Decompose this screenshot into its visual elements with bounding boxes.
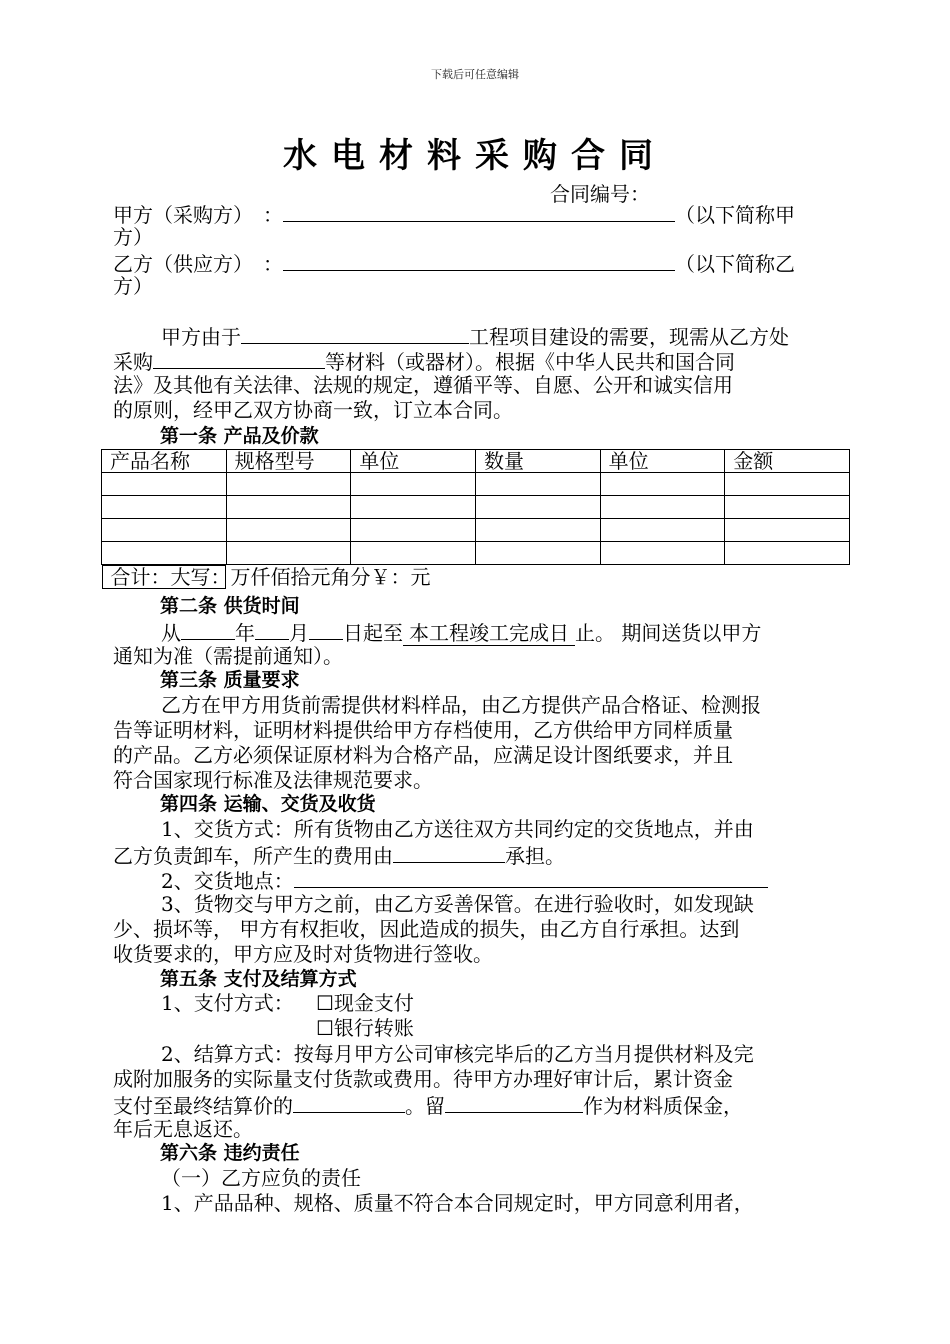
party-b-suffix: （以下简称乙: [675, 252, 795, 276]
intro-line-1: [161, 323, 789, 350]
article-6-heading: 第六条 违约责任: [160, 1142, 300, 1164]
option-cash-checkbox[interactable]: ☐现金支付: [316, 991, 414, 1015]
material-blank: [153, 348, 325, 369]
settlement-line: 2、结算方式：按每月甲方公司审核完毕后的乙方当月提供材料及完: [161, 1042, 754, 1066]
cost-bearer-blank: [393, 842, 505, 863]
delivery-cost-line: [113, 842, 565, 869]
article-4-heading: 第四条 运输、交货及收货: [160, 793, 376, 815]
quality-line: 乙方在甲方用货前需提供材料样品，由乙方提供产品合格证、检测报: [161, 693, 761, 717]
contract-number-label: 合同编号：: [550, 182, 650, 206]
table-row: [102, 473, 850, 496]
settlement-text: 。留: [405, 1094, 445, 1118]
table-header-row: [102, 450, 850, 473]
party-a-suffix2: 方）: [113, 225, 153, 249]
table-row: [102, 496, 850, 519]
delivery-text: 乙方负责卸车，所产生的费用由: [113, 844, 393, 868]
supply-text: 月: [289, 621, 309, 645]
year-blank: [181, 619, 235, 640]
delivery-place-blank: [294, 867, 768, 888]
party-b-suffix2: 方）: [113, 274, 153, 298]
intro-text: 采购: [113, 350, 153, 374]
custody-line: 收货要求的，甲方应及时对货物进行签收。: [113, 942, 493, 966]
table-total-cell: [102, 565, 431, 589]
settlement-text: 支付至最终结算价的: [113, 1094, 293, 1118]
party-a-suffix: （以下简称甲: [675, 203, 795, 227]
quality-line: 告等证明材料，证明材料提供给甲方存档使用，乙方供给甲方同样质量: [113, 718, 733, 742]
total-unit: 佰: [270, 565, 291, 589]
supply-text: 止。 期间送货以甲方: [575, 621, 762, 645]
supply-time-line: [161, 619, 761, 646]
table-header-cell: 单位: [600, 450, 725, 473]
quality-line: 符合国家现行标准及法律规范要求。: [113, 768, 433, 792]
intro-line-4: 的原则，经甲乙双方协商一致，订立本合同。: [113, 398, 513, 422]
party-b-label: 乙方（供应方） ：: [113, 252, 283, 276]
total-unit: 角: [330, 565, 351, 589]
month-blank: [255, 619, 289, 640]
party-b-blank: [283, 250, 675, 271]
final-percent-blank: [293, 1092, 405, 1113]
total-unit: 元: [310, 565, 331, 589]
intro-line-2: [113, 348, 735, 375]
delivery-place-line: [161, 867, 768, 894]
table-total-row: [102, 565, 850, 590]
liability-subheading: （一）乙方应负的责任: [161, 1166, 361, 1190]
article-1-heading: 第一条 产品及价款: [160, 425, 319, 447]
total-unit: 元: [410, 565, 431, 589]
intro-text: 等材料（或器材）。根据《中华人民共和国合同: [325, 350, 735, 374]
table-header-cell: 单位: [351, 450, 476, 473]
settlement-line: [113, 1092, 743, 1119]
supply-text: 年: [235, 621, 255, 645]
settlement-text: 作为材料质保金，: [583, 1094, 743, 1118]
payment-method-label: 1、支付方式：: [161, 991, 294, 1015]
total-unit: 万: [230, 565, 251, 589]
day-blank: [309, 619, 343, 640]
supply-time-line-2: 通知为准（需提前通知）。: [113, 644, 343, 668]
table-row: [102, 519, 850, 542]
quality-line: 的产品。乙方必须保证原材料为合格产品，应满足设计图纸要求，并且: [113, 743, 733, 767]
liability-line: 1、产品品种、规格、质量不符合本合同规定时，甲方同意利用者，: [161, 1191, 754, 1215]
table-row: [102, 542, 850, 565]
product-table: [101, 449, 850, 589]
header-note: 下载后可任意编辑: [431, 68, 519, 81]
retention-blank: [445, 1092, 583, 1113]
table-header-cell: 数量: [475, 450, 600, 473]
party-a-label: 甲方（采购方） ：: [113, 203, 283, 227]
total-unit: 分: [350, 565, 371, 589]
party-a-line: [113, 201, 795, 228]
intro-text: 工程项目建设的需要，现需从乙方处: [469, 325, 789, 349]
settlement-line: 年后无息返还。: [113, 1117, 253, 1141]
article-2-heading: 第二条 供货时间: [160, 595, 300, 617]
total-unit: 仟: [250, 565, 271, 589]
intro-text: 甲方由于: [161, 325, 241, 349]
article-3-heading: 第三条 质量要求: [160, 669, 300, 691]
delivery-text: 2、交货地点：: [161, 869, 294, 893]
article-5-heading: 第五条 支付及结算方式: [160, 968, 357, 990]
party-b-line: [113, 250, 795, 277]
until-date-text: 本工程竣工完成日: [403, 621, 575, 646]
document-title: 水电材料采购合同: [283, 136, 667, 176]
supply-text: 日起至: [343, 621, 403, 645]
table-header-cell: 产品名称: [102, 450, 227, 473]
total-unit: 拾: [290, 565, 311, 589]
table-header-cell: 金额: [725, 450, 850, 473]
custody-line: 3、货物交与甲方之前，由乙方妥善保管。在进行验收时，如发现缺: [161, 892, 754, 916]
option-bank-transfer-checkbox[interactable]: ☐银行转账: [316, 1016, 414, 1040]
intro-line-3: 法》及其他有关法律、法规的规定，遵循平等、自愿、公开和诚实信用: [113, 373, 733, 397]
project-name-blank: [241, 323, 469, 344]
custody-line: 少、损坏等， 甲方有权拒收，因此造成的损失，由乙方自行承担。达到: [113, 917, 740, 941]
table-header-cell: 规格型号: [226, 450, 351, 473]
total-label: 合计：大写：: [110, 565, 231, 589]
delivery-method-line: 1、交货方式：所有货物由乙方送往双方共同约定的交货地点，并由: [161, 817, 754, 841]
supply-text: 从: [161, 621, 181, 645]
settlement-line: 成附加服务的实际量支付货款或费用。待甲方办理好审计后，累计资金: [113, 1067, 733, 1091]
delivery-text: 承担。: [505, 844, 565, 868]
party-a-blank: [283, 201, 675, 222]
total-yen-label: ￥：: [370, 565, 411, 589]
